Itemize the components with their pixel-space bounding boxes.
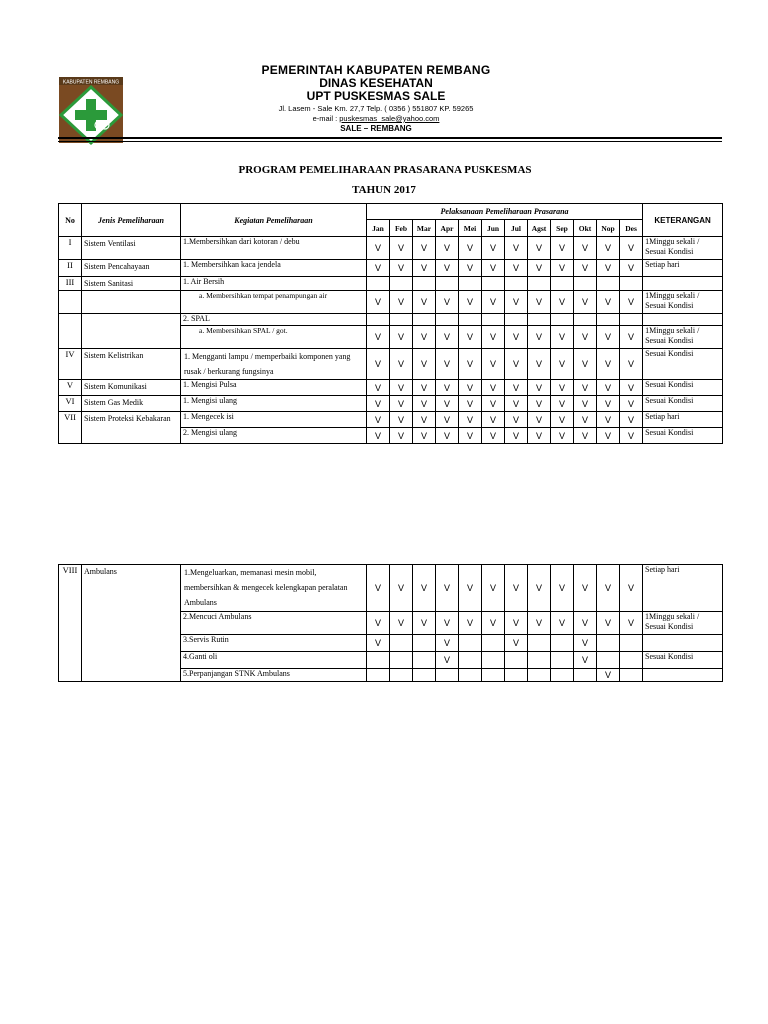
schedule-mark-agst: V <box>528 565 551 612</box>
jenis-pemeliharaan: Sistem Pencahayaan <box>82 260 181 277</box>
header-rule-thin <box>58 141 722 142</box>
schedule-mark-feb: V <box>390 428 413 444</box>
header-pelaksanaan: Pelaksanaan Pemeliharaan Prasarana <box>367 204 643 220</box>
schedule-mark-mar: V <box>413 237 436 260</box>
schedule-mark-apr: V <box>436 291 459 314</box>
schedule-mark-jun <box>482 652 505 669</box>
keterangan: Sesuai Kondisi <box>643 380 723 396</box>
header-email-line <box>0 114 760 123</box>
keterangan <box>643 669 723 682</box>
schedule-mark-feb: V <box>390 380 413 396</box>
schedule-mark-okt: V <box>574 565 597 612</box>
schedule-mark-jan: V <box>367 380 390 396</box>
schedule-mark-agst: V <box>528 349 551 380</box>
kegiatan-pemeliharaan: 1. Mengisi Pulsa <box>181 380 367 396</box>
schedule-mark-okt: V <box>574 260 597 277</box>
schedule-mark-jul: V <box>505 260 528 277</box>
jenis-pemeliharaan: Sistem Kelistrikan <box>82 349 181 380</box>
email-label: e-mail : <box>312 114 340 123</box>
schedule-mark-sep <box>551 669 574 682</box>
schedule-mark-jul <box>505 652 528 669</box>
schedule-mark-jul <box>505 314 528 326</box>
schedule-mark-sep: V <box>551 291 574 314</box>
row-number: VI <box>59 396 82 412</box>
schedule-mark-nop <box>597 314 620 326</box>
table-row <box>59 380 723 396</box>
schedule-mark-feb <box>390 669 413 682</box>
schedule-mark-apr <box>436 669 459 682</box>
keterangan: Sesuai Kondisi <box>643 396 723 412</box>
schedule-mark-sep: V <box>551 412 574 428</box>
jenis-pemeliharaan: Sistem Proteksi Kebakaran <box>82 412 181 444</box>
schedule-mark-jul: V <box>505 635 528 652</box>
kegiatan-pemeliharaan: 1. Mengisi ulang <box>181 396 367 412</box>
schedule-mark-jan: V <box>367 349 390 380</box>
schedule-mark-agst <box>528 652 551 669</box>
keterangan: Sesuai Kondisi <box>643 652 723 669</box>
schedule-mark-jun: V <box>482 260 505 277</box>
schedule-mark-mei <box>459 277 482 291</box>
email-link[interactable]: puskesmas_sale@yahoo.com <box>339 114 440 123</box>
schedule-mark-des <box>620 669 643 682</box>
schedule-mark-mar <box>413 277 436 291</box>
document-year: TAHUN 2017 <box>352 184 416 196</box>
schedule-mark-apr: V <box>436 565 459 612</box>
keterangan: 1Minggu sekali / Sesuai Kondisi <box>643 326 723 349</box>
schedule-mark-nop <box>597 635 620 652</box>
table-row <box>59 314 723 326</box>
schedule-mark-jun: V <box>482 349 505 380</box>
schedule-mark-okt: V <box>574 396 597 412</box>
jenis-pemeliharaan: Sistem Ventilasi <box>82 237 181 260</box>
schedule-mark-jan: V <box>367 396 390 412</box>
schedule-mark-jul <box>505 669 528 682</box>
schedule-mark-jan: V <box>367 237 390 260</box>
schedule-mark-nop: V <box>597 380 620 396</box>
schedule-mark-jul: V <box>505 565 528 612</box>
schedule-mark-jul: V <box>505 291 528 314</box>
schedule-mark-mei: V <box>459 428 482 444</box>
schedule-mark-jun: V <box>482 612 505 635</box>
schedule-mark-nop: V <box>597 669 620 682</box>
schedule-mark-nop: V <box>597 412 620 428</box>
schedule-mark-feb <box>390 635 413 652</box>
kegiatan-pemeliharaan: 3.Servis Rutin <box>181 635 367 652</box>
header-unit: UPT PUSKESMAS SALE <box>306 89 446 103</box>
schedule-mark-nop: V <box>597 612 620 635</box>
schedule-mark-agst: V <box>528 291 551 314</box>
keterangan: Setiap hari <box>643 412 723 428</box>
jenis-pemeliharaan: Sistem Gas Medik <box>82 396 181 412</box>
keterangan <box>643 277 723 291</box>
month-header-okt: Okt <box>574 220 597 237</box>
schedule-mark-jul: V <box>505 396 528 412</box>
schedule-mark-mar <box>413 635 436 652</box>
schedule-mark-apr: V <box>436 635 459 652</box>
schedule-mark-mar: V <box>413 380 436 396</box>
schedule-mark-jun <box>482 314 505 326</box>
schedule-mark-feb: V <box>390 412 413 428</box>
row-number <box>59 314 82 349</box>
kegiatan-pemeliharaan: 1. Mengganti lampu / memperbaiki komponen yang rusak / berkurang fungsinya <box>181 349 367 380</box>
header-jenis: Jenis Pemeliharaan <box>82 204 181 237</box>
schedule-mark-jun: V <box>482 291 505 314</box>
schedule-mark-des <box>620 652 643 669</box>
schedule-mark-mei <box>459 314 482 326</box>
schedule-mark-jul: V <box>505 612 528 635</box>
row-number: I <box>59 237 82 260</box>
schedule-mark-mei: V <box>459 565 482 612</box>
schedule-mark-agst: V <box>528 428 551 444</box>
schedule-mark-des: V <box>620 291 643 314</box>
schedule-mark-jul <box>505 277 528 291</box>
schedule-mark-des <box>620 635 643 652</box>
schedule-mark-feb: V <box>390 326 413 349</box>
schedule-mark-jun: V <box>482 565 505 612</box>
schedule-mark-apr: V <box>436 237 459 260</box>
schedule-mark-okt: V <box>574 237 597 260</box>
header-kegiatan: Kegiatan Pemeliharaan <box>181 204 367 237</box>
schedule-mark-des: V <box>620 260 643 277</box>
schedule-mark-agst: V <box>528 326 551 349</box>
row-number: IV <box>59 349 82 380</box>
schedule-mark-apr: V <box>436 380 459 396</box>
jenis-pemeliharaan: Ambulans <box>82 565 181 682</box>
schedule-mark-mei: V <box>459 612 482 635</box>
schedule-mark-feb <box>390 652 413 669</box>
schedule-mark-jan: V <box>367 565 390 612</box>
schedule-mark-jan <box>367 277 390 291</box>
schedule-mark-jul: V <box>505 349 528 380</box>
schedule-mark-sep <box>551 314 574 326</box>
document-title: PROGRAM PEMELIHARAAN PRASARANA PUSKESMAS <box>238 164 532 176</box>
kegiatan-pemeliharaan: 1. Air Bersih <box>181 277 367 291</box>
row-number <box>59 291 82 314</box>
schedule-mark-jan <box>367 314 390 326</box>
schedule-mark-mar: V <box>413 612 436 635</box>
schedule-mark-sep: V <box>551 237 574 260</box>
schedule-mark-mei: V <box>459 326 482 349</box>
schedule-mark-okt: V <box>574 326 597 349</box>
kegiatan-pemeliharaan: 1. Mengecek isi <box>181 412 367 428</box>
schedule-mark-nop <box>597 277 620 291</box>
month-header-jul: Jul <box>505 220 528 237</box>
header-no: No <box>59 204 82 237</box>
month-header-mar: Mar <box>413 220 436 237</box>
schedule-mark-des: V <box>620 326 643 349</box>
schedule-mark-sep: V <box>551 326 574 349</box>
month-header-jun: Jun <box>482 220 505 237</box>
schedule-mark-jan: V <box>367 260 390 277</box>
keterangan: Setiap hari <box>643 260 723 277</box>
kegiatan-pemeliharaan: 2. Mengisi ulang <box>181 428 367 444</box>
schedule-mark-okt <box>574 314 597 326</box>
kegiatan-pemeliharaan: 5.Perpanjangan STNK Ambulans <box>181 669 367 682</box>
header-keterangan: KETERANGAN <box>643 204 723 237</box>
schedule-mark-jan: V <box>367 612 390 635</box>
keterangan: Setiap hari <box>643 565 723 612</box>
schedule-mark-nop: V <box>597 260 620 277</box>
jenis-pemeliharaan: Sistem Sanitasi <box>82 277 181 291</box>
schedule-mark-nop <box>597 652 620 669</box>
schedule-mark-okt: V <box>574 652 597 669</box>
table-row <box>59 349 723 380</box>
schedule-mark-feb: V <box>390 612 413 635</box>
keterangan: 1Minggu sekali / Sesuai Kondisi <box>643 612 723 635</box>
schedule-mark-feb <box>390 314 413 326</box>
kegiatan-pemeliharaan: 4.Ganti oli <box>181 652 367 669</box>
schedule-mark-jul: V <box>505 237 528 260</box>
schedule-mark-jan: V <box>367 428 390 444</box>
ambulance-table <box>58 564 723 682</box>
schedule-mark-jan: V <box>367 291 390 314</box>
jenis-pemeliharaan: Sistem Komunikasi <box>82 380 181 396</box>
schedule-mark-agst: V <box>528 612 551 635</box>
schedule-mark-feb: V <box>390 237 413 260</box>
schedule-mark-mar <box>413 314 436 326</box>
schedule-mark-jul: V <box>505 380 528 396</box>
schedule-mark-apr: V <box>436 652 459 669</box>
schedule-mark-jun: V <box>482 412 505 428</box>
schedule-mark-jan <box>367 652 390 669</box>
schedule-mark-apr: V <box>436 396 459 412</box>
schedule-mark-des: V <box>620 380 643 396</box>
schedule-mark-mar: V <box>413 349 436 380</box>
jenis-pemeliharaan <box>82 291 181 314</box>
kegiatan-pemeliharaan: a. Membersihkan SPAL / got. <box>181 326 367 349</box>
schedule-mark-jun: V <box>482 326 505 349</box>
schedule-mark-feb: V <box>390 349 413 380</box>
month-header-apr: Apr <box>436 220 459 237</box>
row-number: III <box>59 277 82 291</box>
logo-text: KABUPATEN REMBANG <box>62 79 120 86</box>
schedule-mark-agst: V <box>528 396 551 412</box>
schedule-mark-jun: V <box>482 428 505 444</box>
month-header-mei: Mei <box>459 220 482 237</box>
schedule-mark-sep: V <box>551 380 574 396</box>
table-row <box>59 260 723 277</box>
schedule-mark-nop: V <box>597 291 620 314</box>
schedule-mark-nop: V <box>597 396 620 412</box>
maintenance-table <box>58 203 723 444</box>
schedule-mark-des <box>620 277 643 291</box>
schedule-mark-nop: V <box>597 565 620 612</box>
schedule-mark-sep: V <box>551 612 574 635</box>
schedule-mark-apr: V <box>436 612 459 635</box>
schedule-mark-apr <box>436 277 459 291</box>
keterangan: Sesuai Kondisi <box>643 428 723 444</box>
kegiatan-pemeliharaan: 2. SPAL <box>181 314 367 326</box>
kegiatan-pemeliharaan: 1. Membersihkan kaca jendela <box>181 260 367 277</box>
kegiatan-pemeliharaan: a. Membersihkan tempat penampungan air <box>181 291 367 314</box>
schedule-mark-des: V <box>620 349 643 380</box>
month-header-feb: Feb <box>390 220 413 237</box>
schedule-mark-nop: V <box>597 237 620 260</box>
schedule-mark-okt: V <box>574 428 597 444</box>
schedule-mark-okt: V <box>574 291 597 314</box>
schedule-mark-sep: V <box>551 565 574 612</box>
schedule-mark-jul: V <box>505 428 528 444</box>
schedule-mark-mei: V <box>459 412 482 428</box>
schedule-mark-mei: V <box>459 260 482 277</box>
schedule-mark-mar: V <box>413 260 436 277</box>
schedule-mark-apr: V <box>436 412 459 428</box>
schedule-mark-jun: V <box>482 396 505 412</box>
schedule-mark-jan: V <box>367 412 390 428</box>
schedule-mark-mei: V <box>459 396 482 412</box>
schedule-mark-okt <box>574 277 597 291</box>
schedule-mark-okt: V <box>574 412 597 428</box>
schedule-mark-mar <box>413 669 436 682</box>
schedule-mark-apr: V <box>436 428 459 444</box>
table-row <box>59 277 723 291</box>
schedule-mark-feb: V <box>390 396 413 412</box>
schedule-mark-apr <box>436 314 459 326</box>
schedule-mark-des: V <box>620 237 643 260</box>
schedule-mark-des: V <box>620 412 643 428</box>
schedule-mark-agst <box>528 635 551 652</box>
schedule-mark-okt: V <box>574 349 597 380</box>
row-number: VIII <box>59 565 82 682</box>
schedule-mark-okt: V <box>574 612 597 635</box>
table-row <box>59 237 723 260</box>
row-number: VII <box>59 412 82 444</box>
schedule-mark-mei <box>459 635 482 652</box>
schedule-mark-jan: V <box>367 326 390 349</box>
schedule-mark-jun <box>482 669 505 682</box>
schedule-mark-mar: V <box>413 565 436 612</box>
kegiatan-pemeliharaan: 2.Mencuci Ambulans <box>181 612 367 635</box>
month-header-sep: Sep <box>551 220 574 237</box>
header-government: PEMERINTAH KABUPATEN REMBANG <box>261 63 491 77</box>
schedule-mark-agst <box>528 669 551 682</box>
schedule-mark-feb <box>390 277 413 291</box>
schedule-mark-jun <box>482 277 505 291</box>
table-row <box>59 396 723 412</box>
schedule-mark-jul: V <box>505 412 528 428</box>
schedule-mark-sep: V <box>551 428 574 444</box>
schedule-mark-feb: V <box>390 260 413 277</box>
month-header-agst: Agst <box>528 220 551 237</box>
schedule-mark-sep: V <box>551 396 574 412</box>
schedule-mark-mar: V <box>413 428 436 444</box>
header-address: Jl. Lasem - Sale Km. 27,7 Telp. ( 0356 ) 551807 KP. 59265 <box>278 104 474 113</box>
keterangan: 1Minggu sekali / Sesuai Kondisi <box>643 237 723 260</box>
schedule-mark-mar: V <box>413 396 436 412</box>
schedule-mark-okt: V <box>574 635 597 652</box>
schedule-mark-jul: V <box>505 326 528 349</box>
schedule-mark-mei: V <box>459 380 482 396</box>
schedule-mark-nop: V <box>597 349 620 380</box>
schedule-mark-mei <box>459 669 482 682</box>
keterangan <box>643 635 723 652</box>
schedule-mark-mar: V <box>413 412 436 428</box>
schedule-mark-nop: V <box>597 326 620 349</box>
schedule-mark-sep <box>551 277 574 291</box>
schedule-mark-mei <box>459 652 482 669</box>
schedule-mark-des: V <box>620 565 643 612</box>
schedule-mark-jun: V <box>482 380 505 396</box>
schedule-mark-des: V <box>620 396 643 412</box>
schedule-mark-agst: V <box>528 412 551 428</box>
schedule-mark-des: V <box>620 612 643 635</box>
jenis-pemeliharaan <box>82 314 181 349</box>
schedule-mark-nop: V <box>597 428 620 444</box>
kegiatan-pemeliharaan: 1.Membersihkan dari kotoran / debu <box>181 237 367 260</box>
schedule-mark-okt <box>574 669 597 682</box>
header-city: SALE – REMBANG <box>340 124 412 133</box>
schedule-mark-jan: V <box>367 635 390 652</box>
schedule-mark-jun: V <box>482 237 505 260</box>
schedule-mark-mar <box>413 652 436 669</box>
schedule-mark-mei: V <box>459 237 482 260</box>
schedule-mark-apr: V <box>436 260 459 277</box>
schedule-mark-apr: V <box>436 326 459 349</box>
keterangan: Sesuai Kondisi <box>643 349 723 380</box>
schedule-mark-mei: V <box>459 291 482 314</box>
row-number: II <box>59 260 82 277</box>
schedule-mark-feb: V <box>390 565 413 612</box>
schedule-mark-sep: V <box>551 260 574 277</box>
schedule-mark-feb: V <box>390 291 413 314</box>
schedule-mark-agst <box>528 277 551 291</box>
table-row <box>59 565 723 612</box>
schedule-mark-apr: V <box>436 349 459 380</box>
schedule-mark-agst: V <box>528 237 551 260</box>
keterangan: 1Minggu sekali / Sesuai Kondisi <box>643 291 723 314</box>
schedule-mark-jun <box>482 635 505 652</box>
schedule-mark-sep <box>551 652 574 669</box>
table-row <box>59 412 723 428</box>
month-header-nop: Nop <box>597 220 620 237</box>
month-header-des: Des <box>620 220 643 237</box>
schedule-mark-des: V <box>620 428 643 444</box>
schedule-mark-mei: V <box>459 349 482 380</box>
schedule-mark-okt: V <box>574 380 597 396</box>
header-agency: DINAS KESEHATAN <box>319 76 433 90</box>
schedule-mark-mar: V <box>413 326 436 349</box>
schedule-mark-agst <box>528 314 551 326</box>
schedule-mark-mar: V <box>413 291 436 314</box>
kegiatan-pemeliharaan: 1.Mengeluarkan, memanasi mesin mobil, membersihkan & mengecek kelengkapan peralatan Ambulans <box>181 565 367 612</box>
table-row <box>59 291 723 314</box>
header-rule-thick <box>58 137 722 139</box>
schedule-mark-agst: V <box>528 260 551 277</box>
schedule-mark-des <box>620 314 643 326</box>
row-number: V <box>59 380 82 396</box>
schedule-mark-agst: V <box>528 380 551 396</box>
keterangan <box>643 314 723 326</box>
schedule-mark-sep <box>551 635 574 652</box>
schedule-mark-sep: V <box>551 349 574 380</box>
schedule-mark-jan <box>367 669 390 682</box>
month-header-jan: Jan <box>367 220 390 237</box>
